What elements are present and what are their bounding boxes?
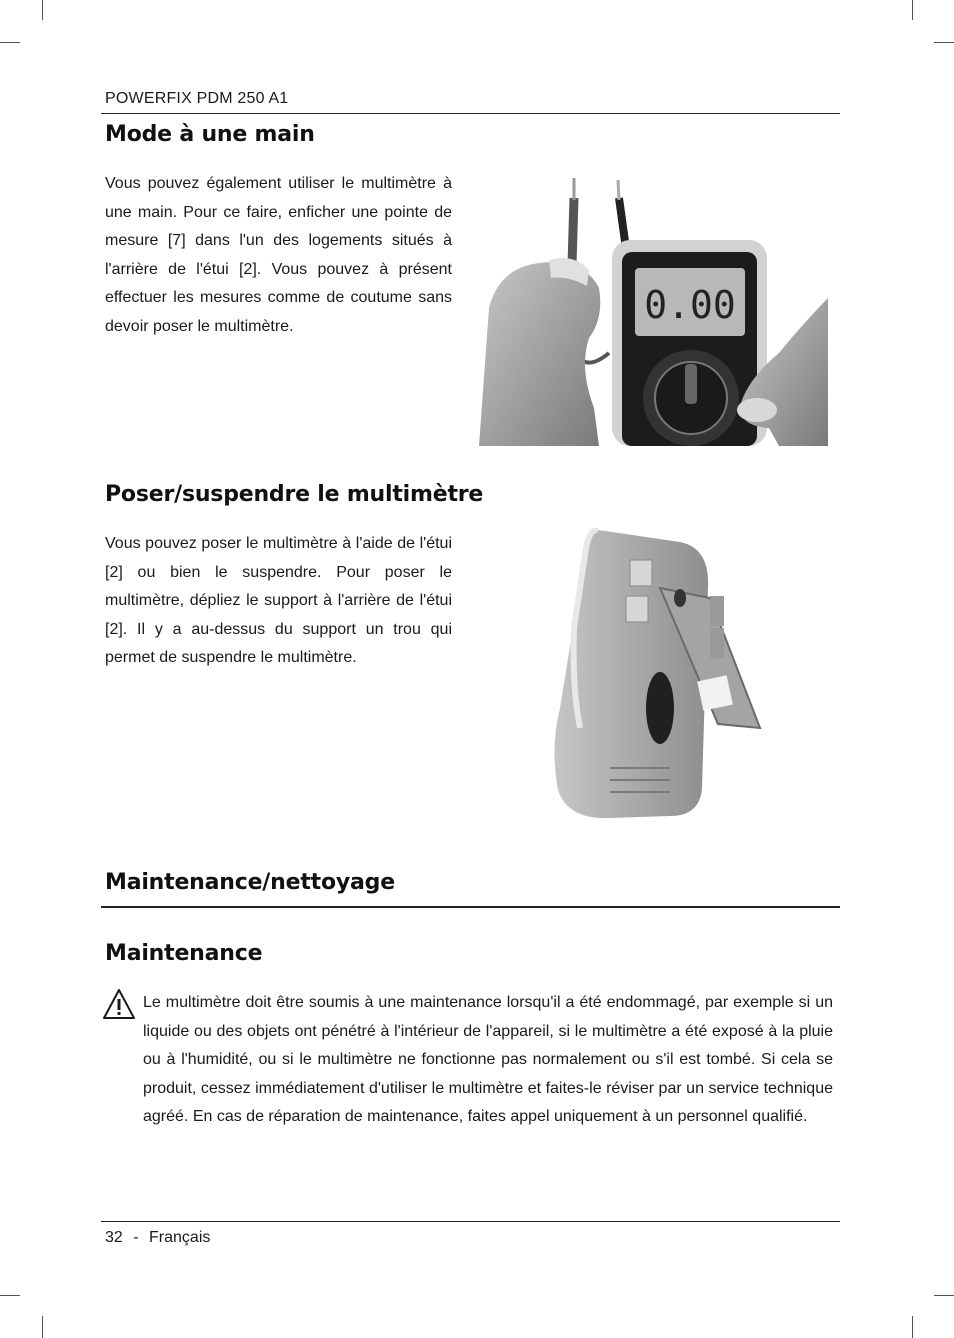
- crop-mark: [934, 42, 954, 43]
- footer-rule: [101, 1221, 840, 1222]
- crop-mark: [42, 1316, 43, 1338]
- crop-mark: [912, 1316, 913, 1338]
- warning-triangle-icon: [102, 988, 136, 1020]
- crop-mark: [0, 1295, 20, 1296]
- multimeter-stand-photo: [550, 528, 765, 820]
- page-footer: [105, 1229, 210, 1247]
- running-title: POWERFIX PDM 250 A1: [105, 90, 289, 107]
- section-title-one-hand: Mode à une main: [105, 122, 315, 147]
- crop-mark: [934, 1295, 954, 1296]
- section-title-stand: Poser/suspendre le multimètre: [105, 482, 484, 507]
- crop-mark: [0, 42, 20, 43]
- section-title-maintenance-cleaning: Maintenance/nettoyage: [105, 870, 395, 895]
- section-rule: [101, 906, 840, 908]
- one-hand-multimeter-photo: [479, 178, 828, 446]
- footer-separator: -: [133, 1229, 139, 1246]
- crop-mark: [42, 0, 43, 20]
- header-rule: [101, 113, 840, 114]
- page-number: 32: [105, 1229, 123, 1246]
- one-hand-paragraph: Vous pouvez également utiliser le multimètre à une main. Pour ce faire, enficher une pointe de mesure [7] dans l'un des logements situés à l'arrière de l'étui [2]. Vous pouvez à présent effectuer les mesures comme de coutume sans devoir poser le multimètre.: [105, 175, 452, 335]
- crop-mark: [912, 0, 913, 20]
- stand-paragraph: Vous pouvez poser le multimètre à l'aide de l'étui [2] ou bien le suspendre. Pour poser le multimètre, dépliez le support à l'arrière de l'étui [2]. Il y a au-dessus du support un trou qui permet de suspendre le multimètre.: [105, 535, 452, 667]
- footer-language: Français: [149, 1229, 211, 1246]
- section-title-maintenance: Maintenance: [105, 941, 263, 966]
- display-reading: 0.00: [644, 283, 736, 327]
- maintenance-paragraph: Le multimètre doit être soumis à une maintenance lorsqu'il a été endommagé, par exemple si un liquide ou des objets ont pénétré à l'intérieur de l'appareil, si le multimètre a été exposé à la pluie ou à l'humidité, ou si le multimètre ne fonctionne pas normalement ou s'il est tombé. Si cela se produit, cessez immédiatement d'utiliser le multimètre et faites-le réviser par un service technique agréé. En cas de réparation de maintenance, faites appel uniquement à un personnel qualifié.: [143, 994, 833, 1126]
